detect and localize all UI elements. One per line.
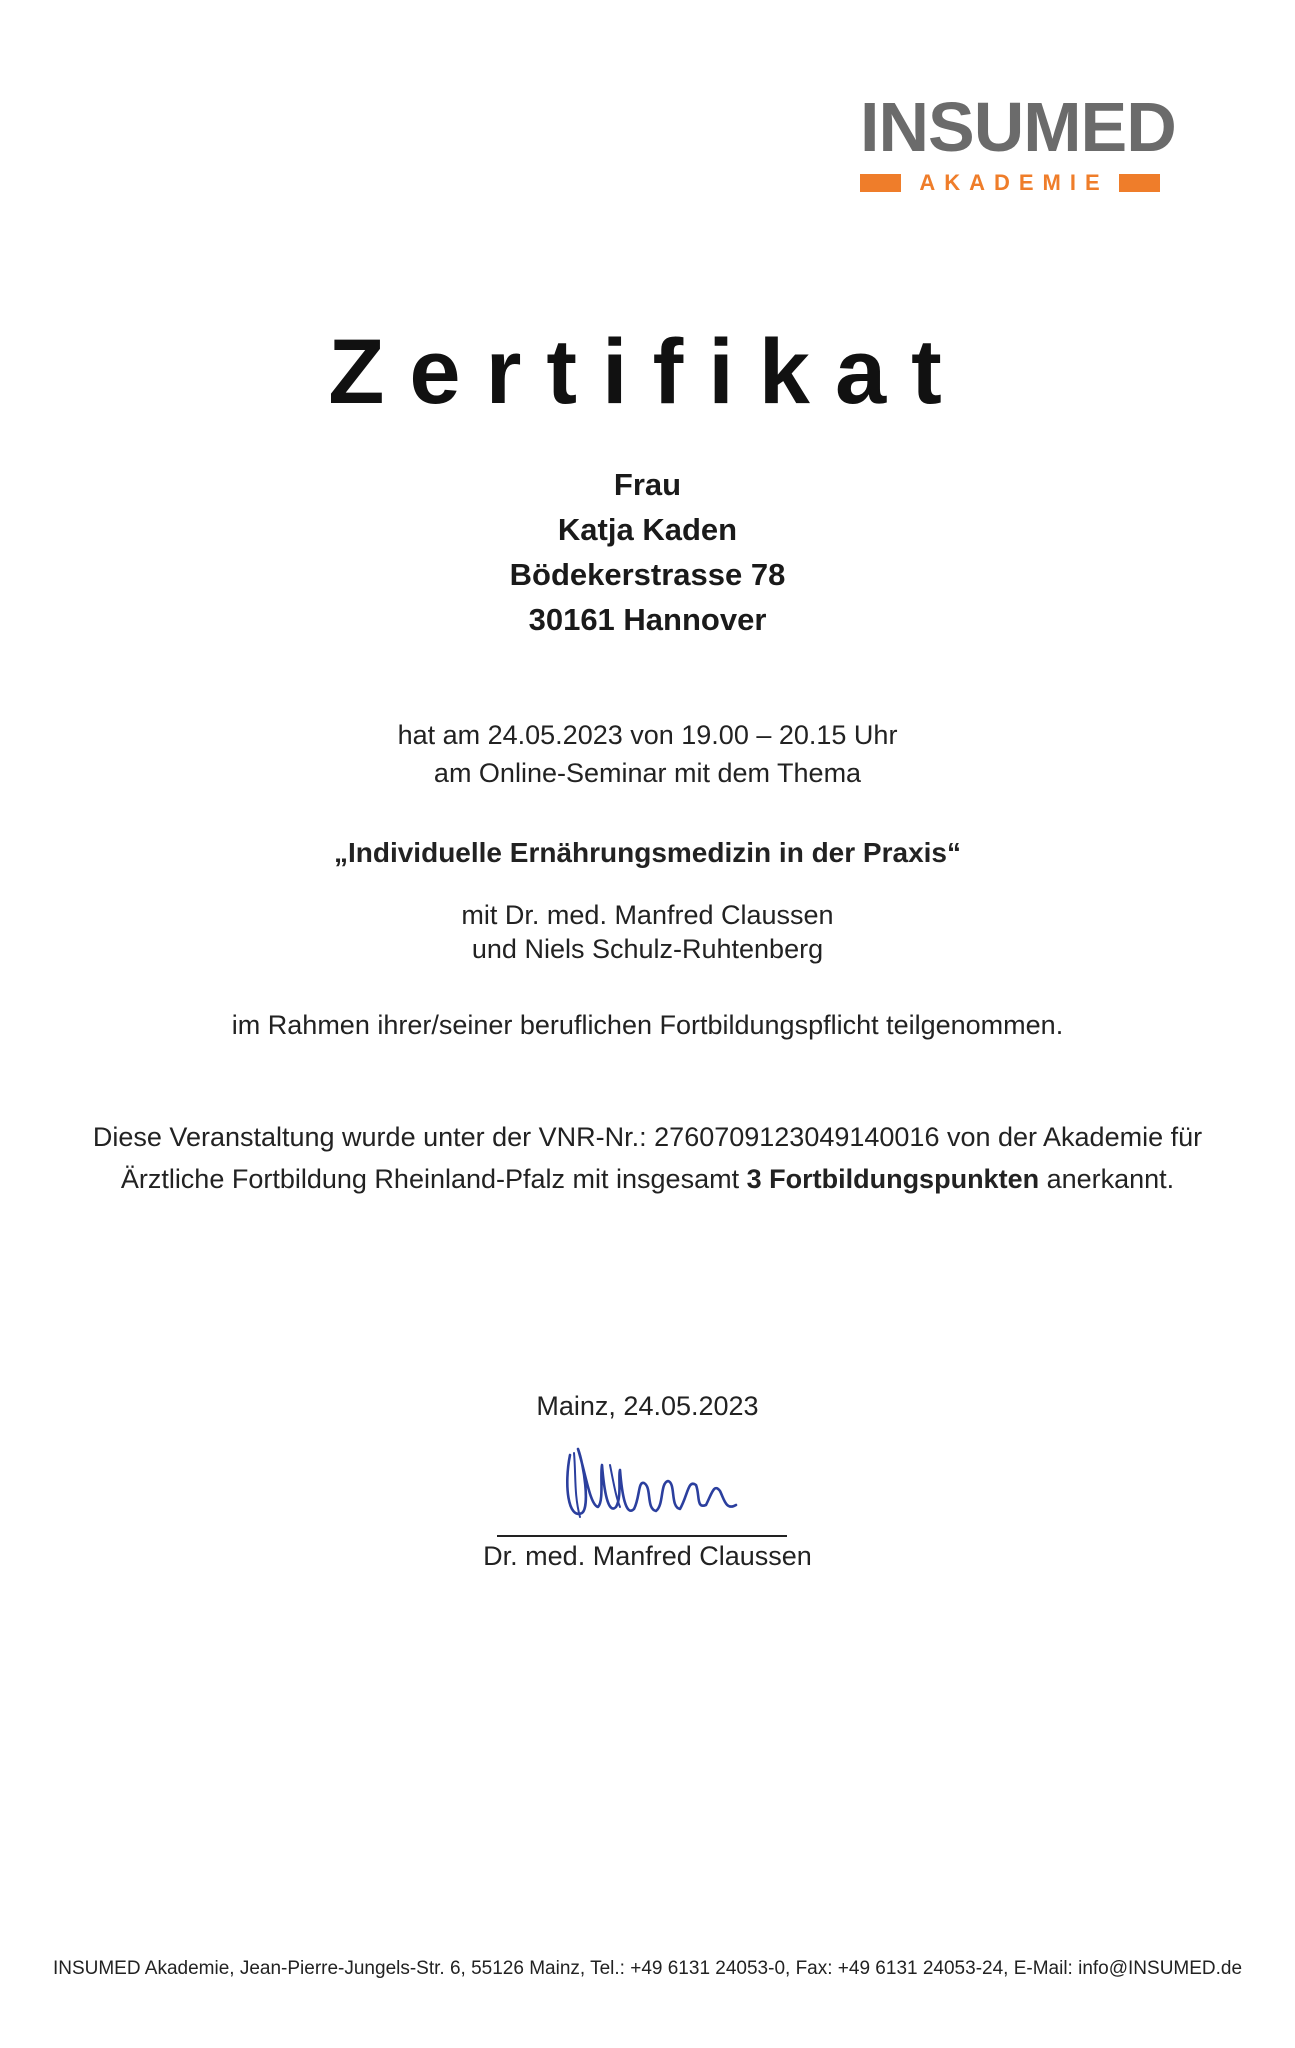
signer-name: Dr. med. Manfred Claussen [483, 1541, 812, 1571]
recipient-street: Bödekerstrasse 78 [509, 557, 786, 592]
attendance-seminar-line: am Online-Seminar mit dem Thema [433, 758, 862, 788]
place-date: Mainz, 24.05.2023 [536, 1391, 759, 1421]
handwritten-signature [560, 1435, 750, 1530]
recipient-name: Katja Kaden [557, 512, 738, 547]
logo-bar-left [860, 174, 901, 192]
vnr-line-2 [0, 1158, 1295, 1200]
vnr-line-1: Diese Veranstaltung wurde unter der VNR-Nr.: 2760709123049140016 von der Akademie für [92, 1122, 1203, 1152]
attendance-text [0, 716, 1295, 792]
speaker-line-1: mit Dr. med. Manfred Claussen [461, 900, 834, 930]
insumed-logo [860, 88, 1176, 196]
logo-bar-right [1119, 174, 1160, 192]
logo-subtitle-row [860, 170, 1160, 196]
recipient-city: 30161 Hannover [528, 602, 767, 637]
certificate-title: Zertifikat [328, 321, 967, 423]
vnr-text [0, 1116, 1295, 1200]
speakers [0, 898, 1295, 966]
seminar-topic: „Individuelle Ernährungsmedizin in der Praxis“ [333, 837, 962, 868]
points-text: 3 Fortbildungspunkten [746, 1164, 1040, 1194]
attendance-date-line: hat am 24.05.2023 von 19.00 – 20.15 Uhr [397, 720, 898, 750]
recipient-block [0, 462, 1295, 642]
logo-subtitle: AKADEMIE [919, 170, 1109, 195]
duty-text: im Rahmen ihrer/seiner beruflichen Fortbildungspflicht teilgenommen. [231, 1010, 1064, 1040]
speaker-line-2: und Niels Schulz-Ruhtenberg [471, 934, 824, 964]
vnr-line-2-prefix: Ärztliche Fortbildung Rheinland-Pfalz mit insgesamt [120, 1164, 747, 1194]
recipient-salutation: Frau [613, 467, 682, 502]
footer-address: INSUMED Akademie, Jean-Pierre-Jungels-Str. 6, 55126 Mainz, Tel.: +49 6131 24053-0, Fax: +49 6131 24053-24, E-Mail: info@INSUMED.de [52, 1958, 1243, 1979]
logo-name: INSUMED [860, 88, 1176, 166]
vnr-line-2-suffix: anerkannt. [1039, 1164, 1175, 1194]
